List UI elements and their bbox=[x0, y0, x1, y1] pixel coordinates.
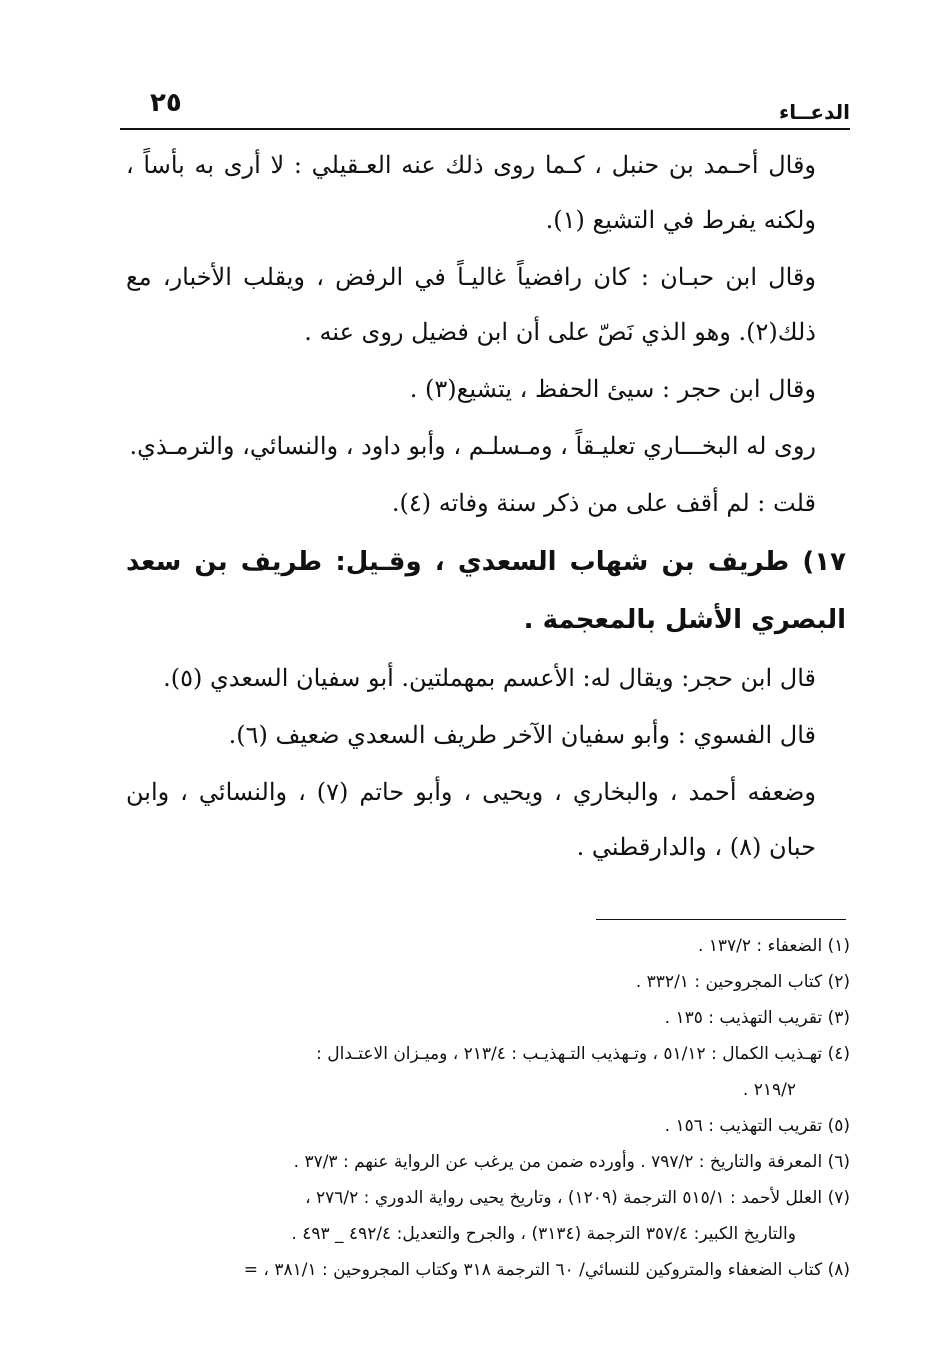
footnote-number: (٢) bbox=[827, 972, 850, 992]
footnote-text: العلل لأحمد : ٥١٥/١ الترجمة (١٢٠٩) ، وتاريخ يحيى رواية الدوري : ٢٧٦/٢ ، bbox=[305, 1188, 823, 1208]
entry-title-17: ١٧) طريف بن شهاب السعدي ، وقـيل: طريف بن سعد البصري الأشل بالمعجمة . bbox=[126, 547, 846, 635]
main-text bbox=[126, 138, 846, 875]
footnote-number: (٣) bbox=[827, 1008, 850, 1028]
footnote-text: كتاب المجروحين : ٣٣٢/١ . bbox=[635, 972, 823, 992]
footnote-text: الضعفاء : ١٣٧/٢ . bbox=[697, 936, 823, 956]
paragraph-narrators: روى له البخـــاري تعليـقاً ، ومـسلـم ، وأبو داود ، والنسائي، والترمـذي. bbox=[129, 432, 816, 460]
footnote-number: (٦) bbox=[827, 1152, 850, 1172]
footnote-number: (٧) bbox=[827, 1188, 850, 1208]
footnote-7-continued: والتاريخ الكبير: ٣٥٧/٤ الترجمة (٣١٣٤) ، والجرح والتعديل: ٤٩٢/٤ _ ٤٩٣ . bbox=[291, 1224, 796, 1244]
paragraph-ahmad: وقال أحـمد بن حنبل ، كـما روى ذلك عنه العـقيلي : لا أرى به بأساً ، ولكنه يفرط في التشيع (١). bbox=[126, 151, 817, 234]
footnote-4-continued: ٢١٩/٢ . bbox=[742, 1080, 796, 1100]
footnote-3 bbox=[110, 1000, 850, 1036]
footnote-number: (٨) bbox=[827, 1260, 850, 1280]
footnote-7 bbox=[110, 1180, 850, 1216]
running-title: الدعــاء bbox=[779, 100, 850, 124]
footnote-text: تقريب التهذيب : ١٣٥ . bbox=[664, 1008, 823, 1028]
footnote-rule bbox=[596, 919, 846, 920]
header-rule bbox=[120, 128, 850, 130]
footnote-text: كتاب الضعفاء والمتروكين للنسائي/ ٦٠ الترجمة ٣١٨ وكتاب المجروحين : ٣٨١/١ ، = bbox=[243, 1260, 823, 1280]
footnote-text: تهـذيب الكمال : ٥١/١٢ ، وتـهذيب التـهذيـب : ٢١٣/٤ ، وميـزان الاعتـدال : bbox=[316, 1044, 823, 1064]
paragraph-ibn-hajar-2: قال ابن حجر: ويقال له: الأعسم بمهملتين. أبو سفيان السعدي (٥). bbox=[163, 664, 816, 692]
paragraph-death-date: قلت : لم أقف على من ذكر سنة وفاته (٤). bbox=[391, 489, 816, 517]
page-number: ٢٥ bbox=[150, 88, 182, 118]
footnote-6 bbox=[110, 1144, 850, 1180]
footnote-number: (١) bbox=[827, 936, 850, 956]
footnote-number: (٥) bbox=[827, 1116, 850, 1136]
footnote-number: (٤) bbox=[827, 1044, 850, 1064]
footnotes bbox=[110, 928, 850, 1288]
paragraph-fasawi: قال الفسوي : وأبو سفيان الآخر طريف السعدي ضعيف (٦). bbox=[228, 721, 816, 749]
footnote-2 bbox=[110, 964, 850, 1000]
paragraph-ibn-hibban: وقال ابن حبـان : كان رافضياً غاليـاً في الرفض ، ويقلب الأخبار، مع ذلك(٢). وهو الذي نَصّ على أن ابن فضيل روى عنه . bbox=[126, 263, 816, 346]
footnote-5 bbox=[110, 1108, 850, 1144]
footnote-1 bbox=[110, 928, 850, 964]
paragraph-ibn-hajar: وقال ابن حجر : سيئ الحفظ ، يتشيع(٣) . bbox=[409, 375, 816, 403]
footnote-8 bbox=[110, 1252, 850, 1288]
paragraph-weakened: وضعفه أحمد ، والبخاري ، ويحيى ، وأبو حاتم (٧) ، والنسائي ، وابن حبان (٨) ، والدارقطني . bbox=[126, 778, 817, 861]
footnote-text: تقريب التهذيب : ١٥٦ . bbox=[664, 1116, 823, 1136]
footnote-4 bbox=[110, 1036, 850, 1072]
footnote-text: المعرفة والتاريخ : ٧٩٧/٢ . وأورده ضمن من يرغب عن الرواية عنهم : ٣٧/٣ . bbox=[293, 1152, 823, 1172]
page-header bbox=[120, 88, 850, 128]
